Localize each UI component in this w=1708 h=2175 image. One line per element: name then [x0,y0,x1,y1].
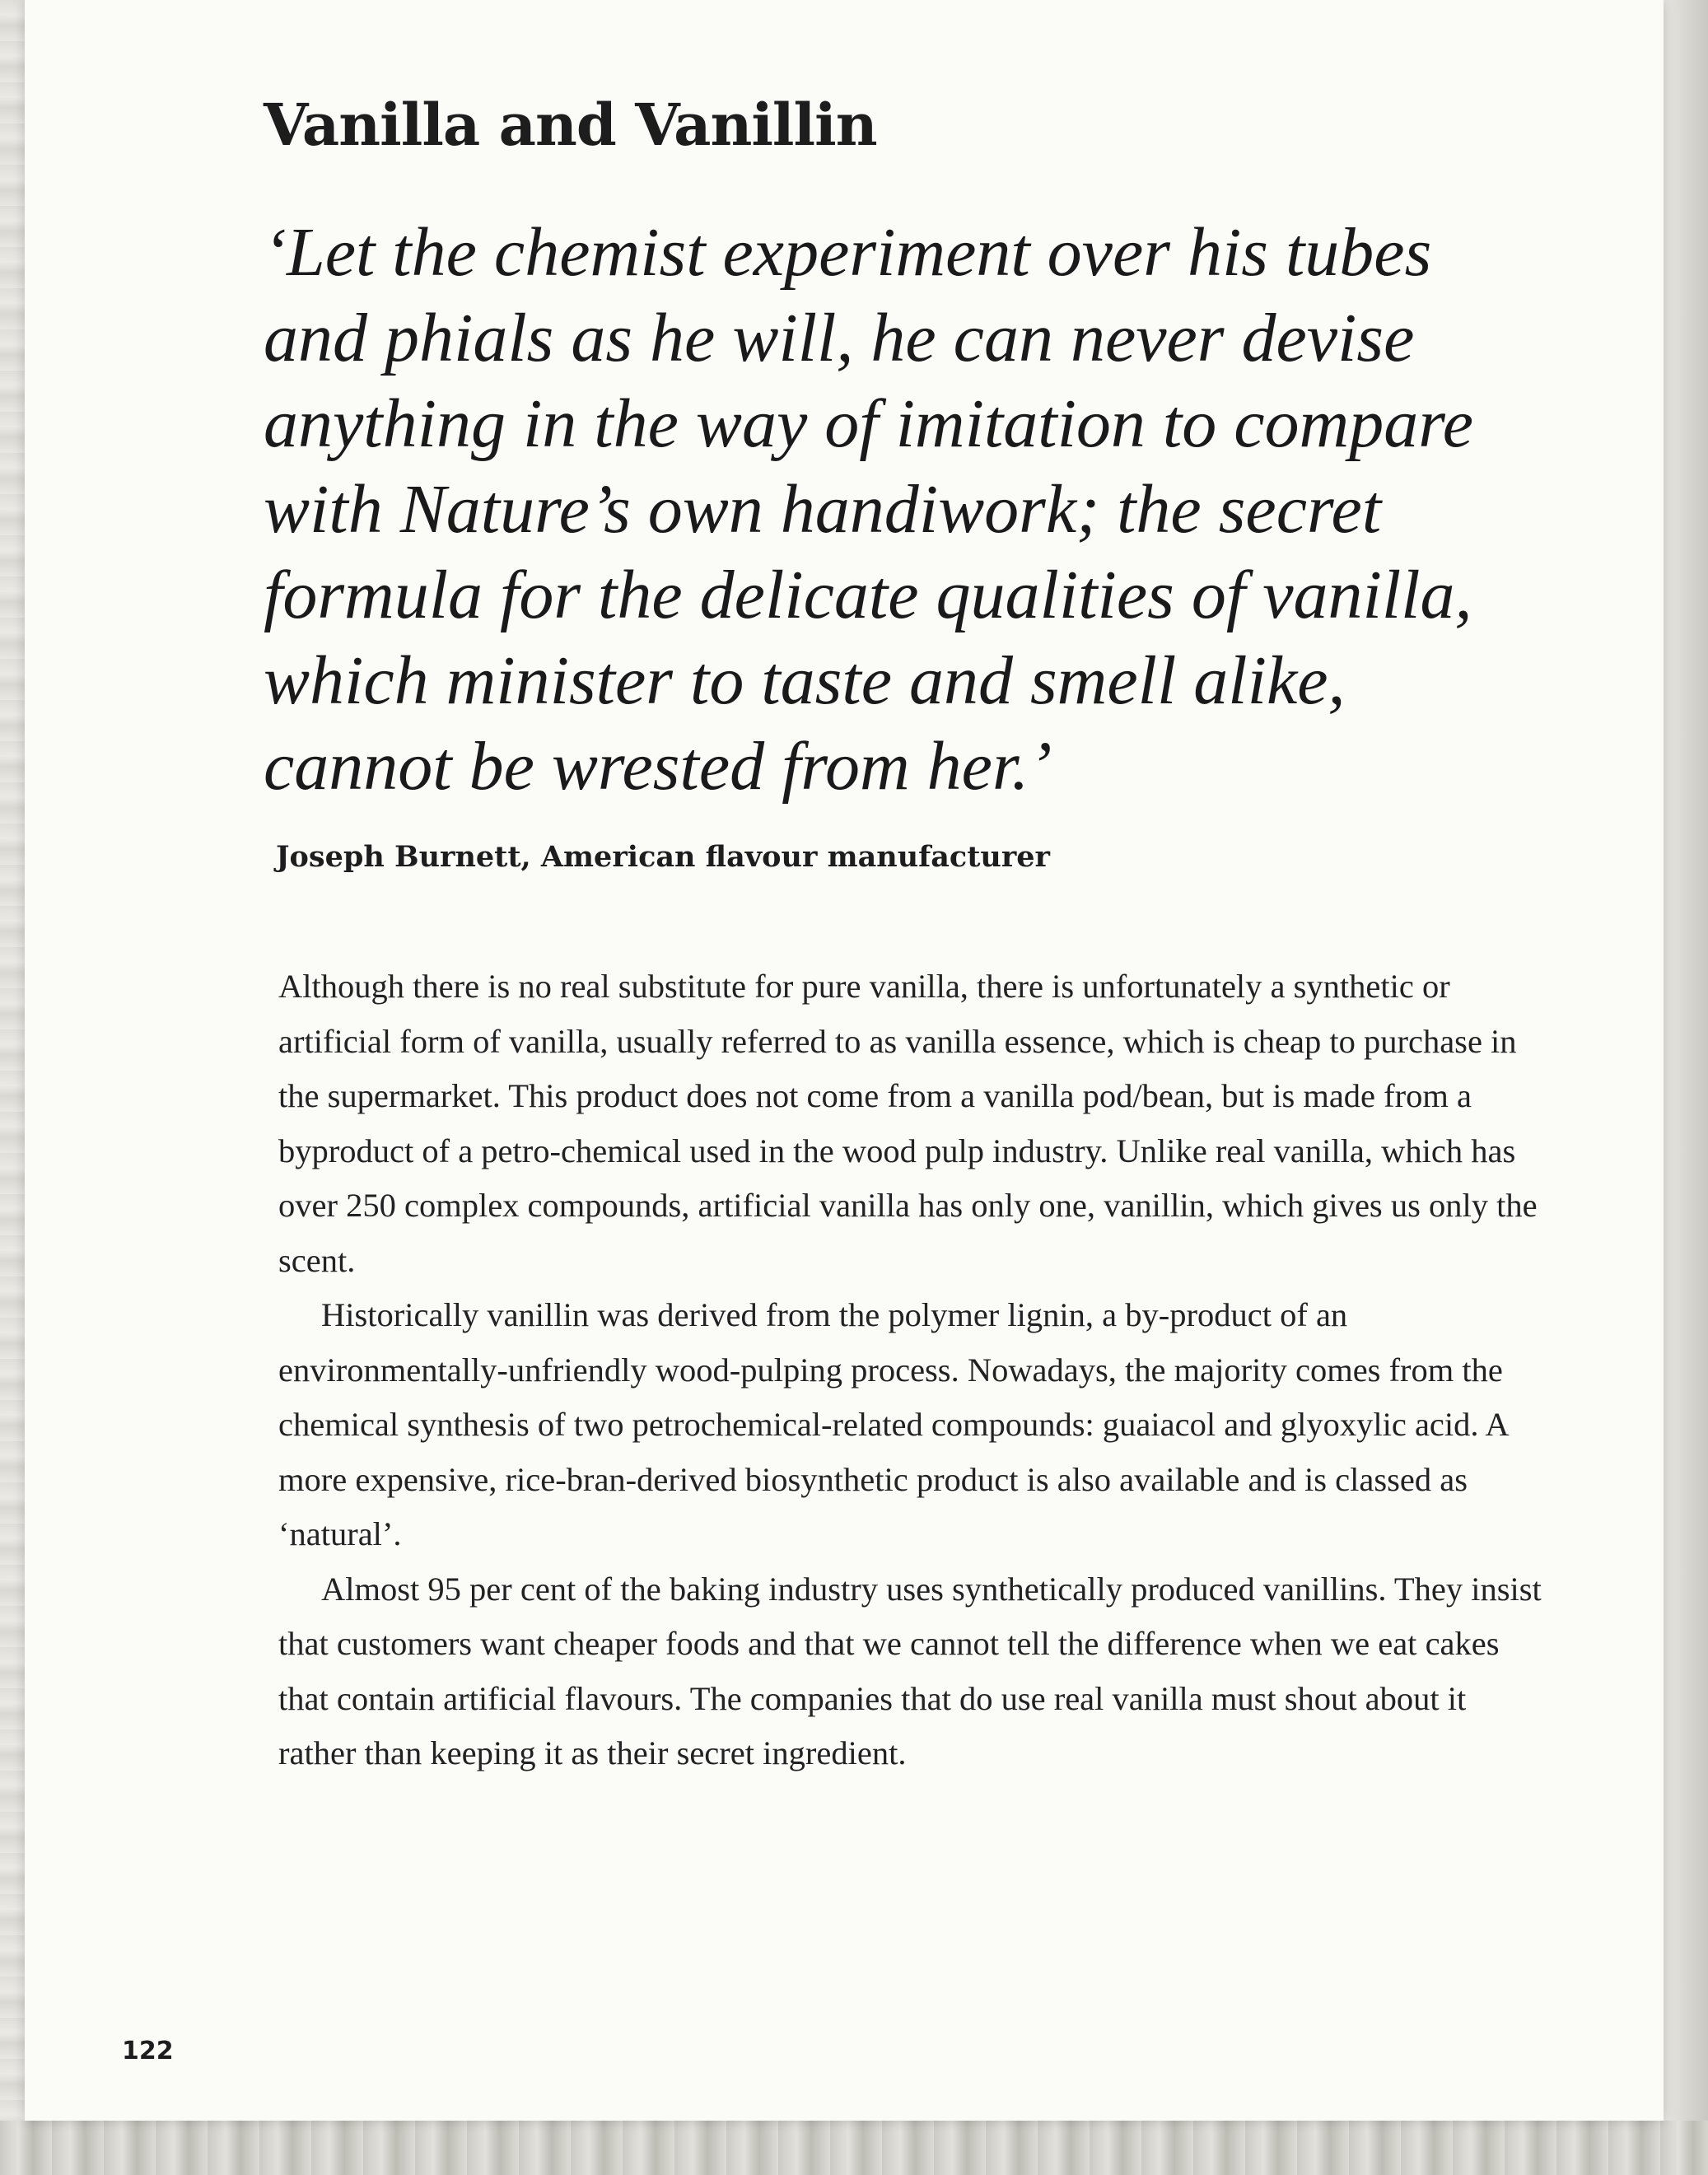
page-edge-bottom [0,2121,1708,2175]
paragraph-2: Historically vanillin was derived from the polymer lignin, a by-product of an environmentally-unfriendly wood-pulping process. Nowadays, the majority comes from the chemical synthesis of two petrochemical-related compounds: guaiacol and glyoxylic acid. A more expensive, rice-bran-derived biosynthetic product is also available and is classed as ‘natural’. [278,1296,1508,1552]
page-title: Vanilla and Vanillin [264,91,877,159]
body-text [278,959,1547,1781]
page-number: 122 [122,2037,174,2065]
page-edge-right [1664,0,1708,2175]
quote-attribution: Joseph Burnett, American flavour manufacturer [276,840,1050,874]
book-page [25,0,1664,2121]
handwritten-quote: ‘Let the chemist experiment over his tubes and phials as he will, he can never devise anything in the way of imitation to compare with Nature’s own handiwork; the secret formula for the delicate qualities of vanilla, which minister to taste and smell alike, cannot be wrested from her.’ [264,214,1474,805]
paragraph-1: Although there is no real substitute for pure vanilla, there is unfortunately a synthetic or artificial form of vanilla, usually referred to as vanilla essence, which is cheap to purchase in the supermarket. This product does not come from a vanilla pod/bean, but is made from a byproduct of a petro-chemical used in the wood pulp industry. Unlike real vanilla, which has over 250 complex compounds, artificial vanilla has only one, vanillin, which gives us only the scent. [278,968,1538,1279]
paragraph-3: Almost 95 per cent of the baking industry uses synthetically produced vanillins. They insist that customers want cheaper foods and that we cannot tell the difference when we eat cakes that contain artificial flavours. The companies that do use real vanilla must shout about it rather than keeping it as their secret ingredient. [278,1570,1542,1771]
